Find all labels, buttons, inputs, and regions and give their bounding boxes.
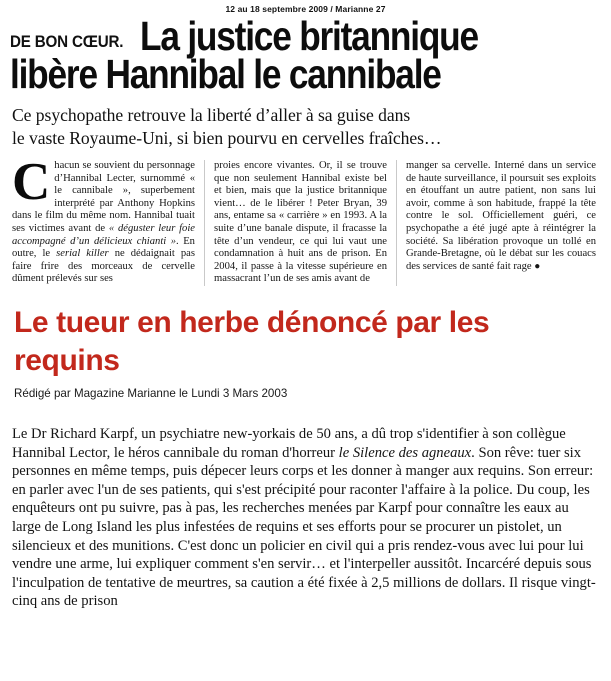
article-column-3 bbox=[396, 160, 596, 286]
column-3-text: manger sa cervelle. Interné dans un service de haute surveillance, il poursuit ses exploits en étouffant un autre patient, non sans lui avoir, comme à son habitude, frappé la tête contre le sol. Officiellement guéri, ce psychopathe a été jugé apte à réintégrer la société. Sa libération provoque un tollé en Grande-Bretagne, où le débat sur les couacs des services de santé fait rage bbox=[406, 160, 596, 272]
article-column-2 bbox=[204, 160, 396, 286]
column-1-text-a: hacun se souvient du personnage d’Hannibal Lecter, surnommé « le cannibale », superbement interprété par Anthony Hopkins dans le film du même nom. Hannibal tuait ses victimes avant de bbox=[12, 160, 195, 234]
print-headline-line-1: La justice britannique bbox=[140, 13, 479, 59]
column-1-text-c: ne dédaignait pas faire frire des morceaux de cervelle dûment prélevés sur ses bbox=[12, 248, 195, 285]
section-kicker: DE BON CŒUR. bbox=[10, 33, 124, 51]
print-headline-line-2: libère Hannibal le cannibale bbox=[10, 51, 441, 97]
print-standfirst bbox=[0, 95, 611, 150]
standfirst-line-2: le vaste Royaume-Uni, si bien pourvu en cervelles fraîches… bbox=[12, 128, 442, 148]
standfirst-line-1: Ce psychopathe retrouve la liberté d’aller à sa guise dans bbox=[12, 105, 411, 125]
web-headline: Le tueur en herbe dénoncé par les requins bbox=[14, 305, 490, 377]
column-1-text-b: . En outre, le bbox=[12, 235, 195, 260]
print-masthead bbox=[0, 15, 611, 95]
article-column-1 bbox=[12, 153, 204, 286]
column-2-text: proies encore vivantes. Or, il se trouve que non seulement Hannibal existe bel et bien, mais que la justice britannique vient… de le libérer ! Peter Bryan, 39 ans, entame sa « carrière » en 1993. A la suite d’une banale dispute, il fracasse la tête d’un vendeur, ce qui lui vaut une condamnation à huit ans de prison. En 2004, il passe à la vitesse supérieure en massacrant l’un de ses amis avant de bbox=[214, 160, 387, 285]
web-body-text bbox=[0, 401, 611, 611]
column-1-italic-2: serial killer bbox=[56, 248, 109, 260]
print-column-group bbox=[0, 150, 611, 286]
drop-cap: C bbox=[12, 153, 51, 211]
web-byline: Rédigé par Magazine Marianne le Lundi 3 Mars 2003 bbox=[14, 386, 288, 400]
issue-dateline: 12 au 18 septembre 2009 / Marianne 27 bbox=[225, 4, 386, 14]
web-body-part-1: Le Dr Richard Karpf, un psychiatre new-yorkais de 50 ans, a dû trop s'identifier à son collègue Hannibal Lector, le héros cannibale du roman d'horreur bbox=[12, 425, 566, 461]
web-body-part-2: . Son rêve: tuer six personnes en même temps, puis dépecer leurs corps et les donner à manger aux requins. Son erreur: en parler avec l'un de ses patients, qui s'est précipité pour raconter l'affaire à la police. Du coup, les enquêteurs ont pu suivre, pas à pas, les recherches menées par Karpf pour connaître les eaux au large de Long Island les plus infestées de requins et ses efforts pour se procurer un pistolet, un silencieux et des munitions. C'est donc un policier en civil qui a pris rendez-vous avec lui pour lui vendre une arme, lui expliquer comment s'en servir… et l'interpeller aussitôt. Incarcéré depuis sous l'inculpation de tentative de meurtres, sa caution a été fixée à 2,5 millions de dollars. Il risque vingt-cinq ans de prison bbox=[12, 444, 596, 610]
masthead-first-line bbox=[10, 13, 605, 59]
column-1-italic-1: « déguster leur foie accompagné d’un délicieux chianti » bbox=[12, 222, 195, 247]
end-mark: ● bbox=[534, 260, 541, 272]
web-body-italic-title: le Silence des agneaux bbox=[338, 444, 472, 461]
